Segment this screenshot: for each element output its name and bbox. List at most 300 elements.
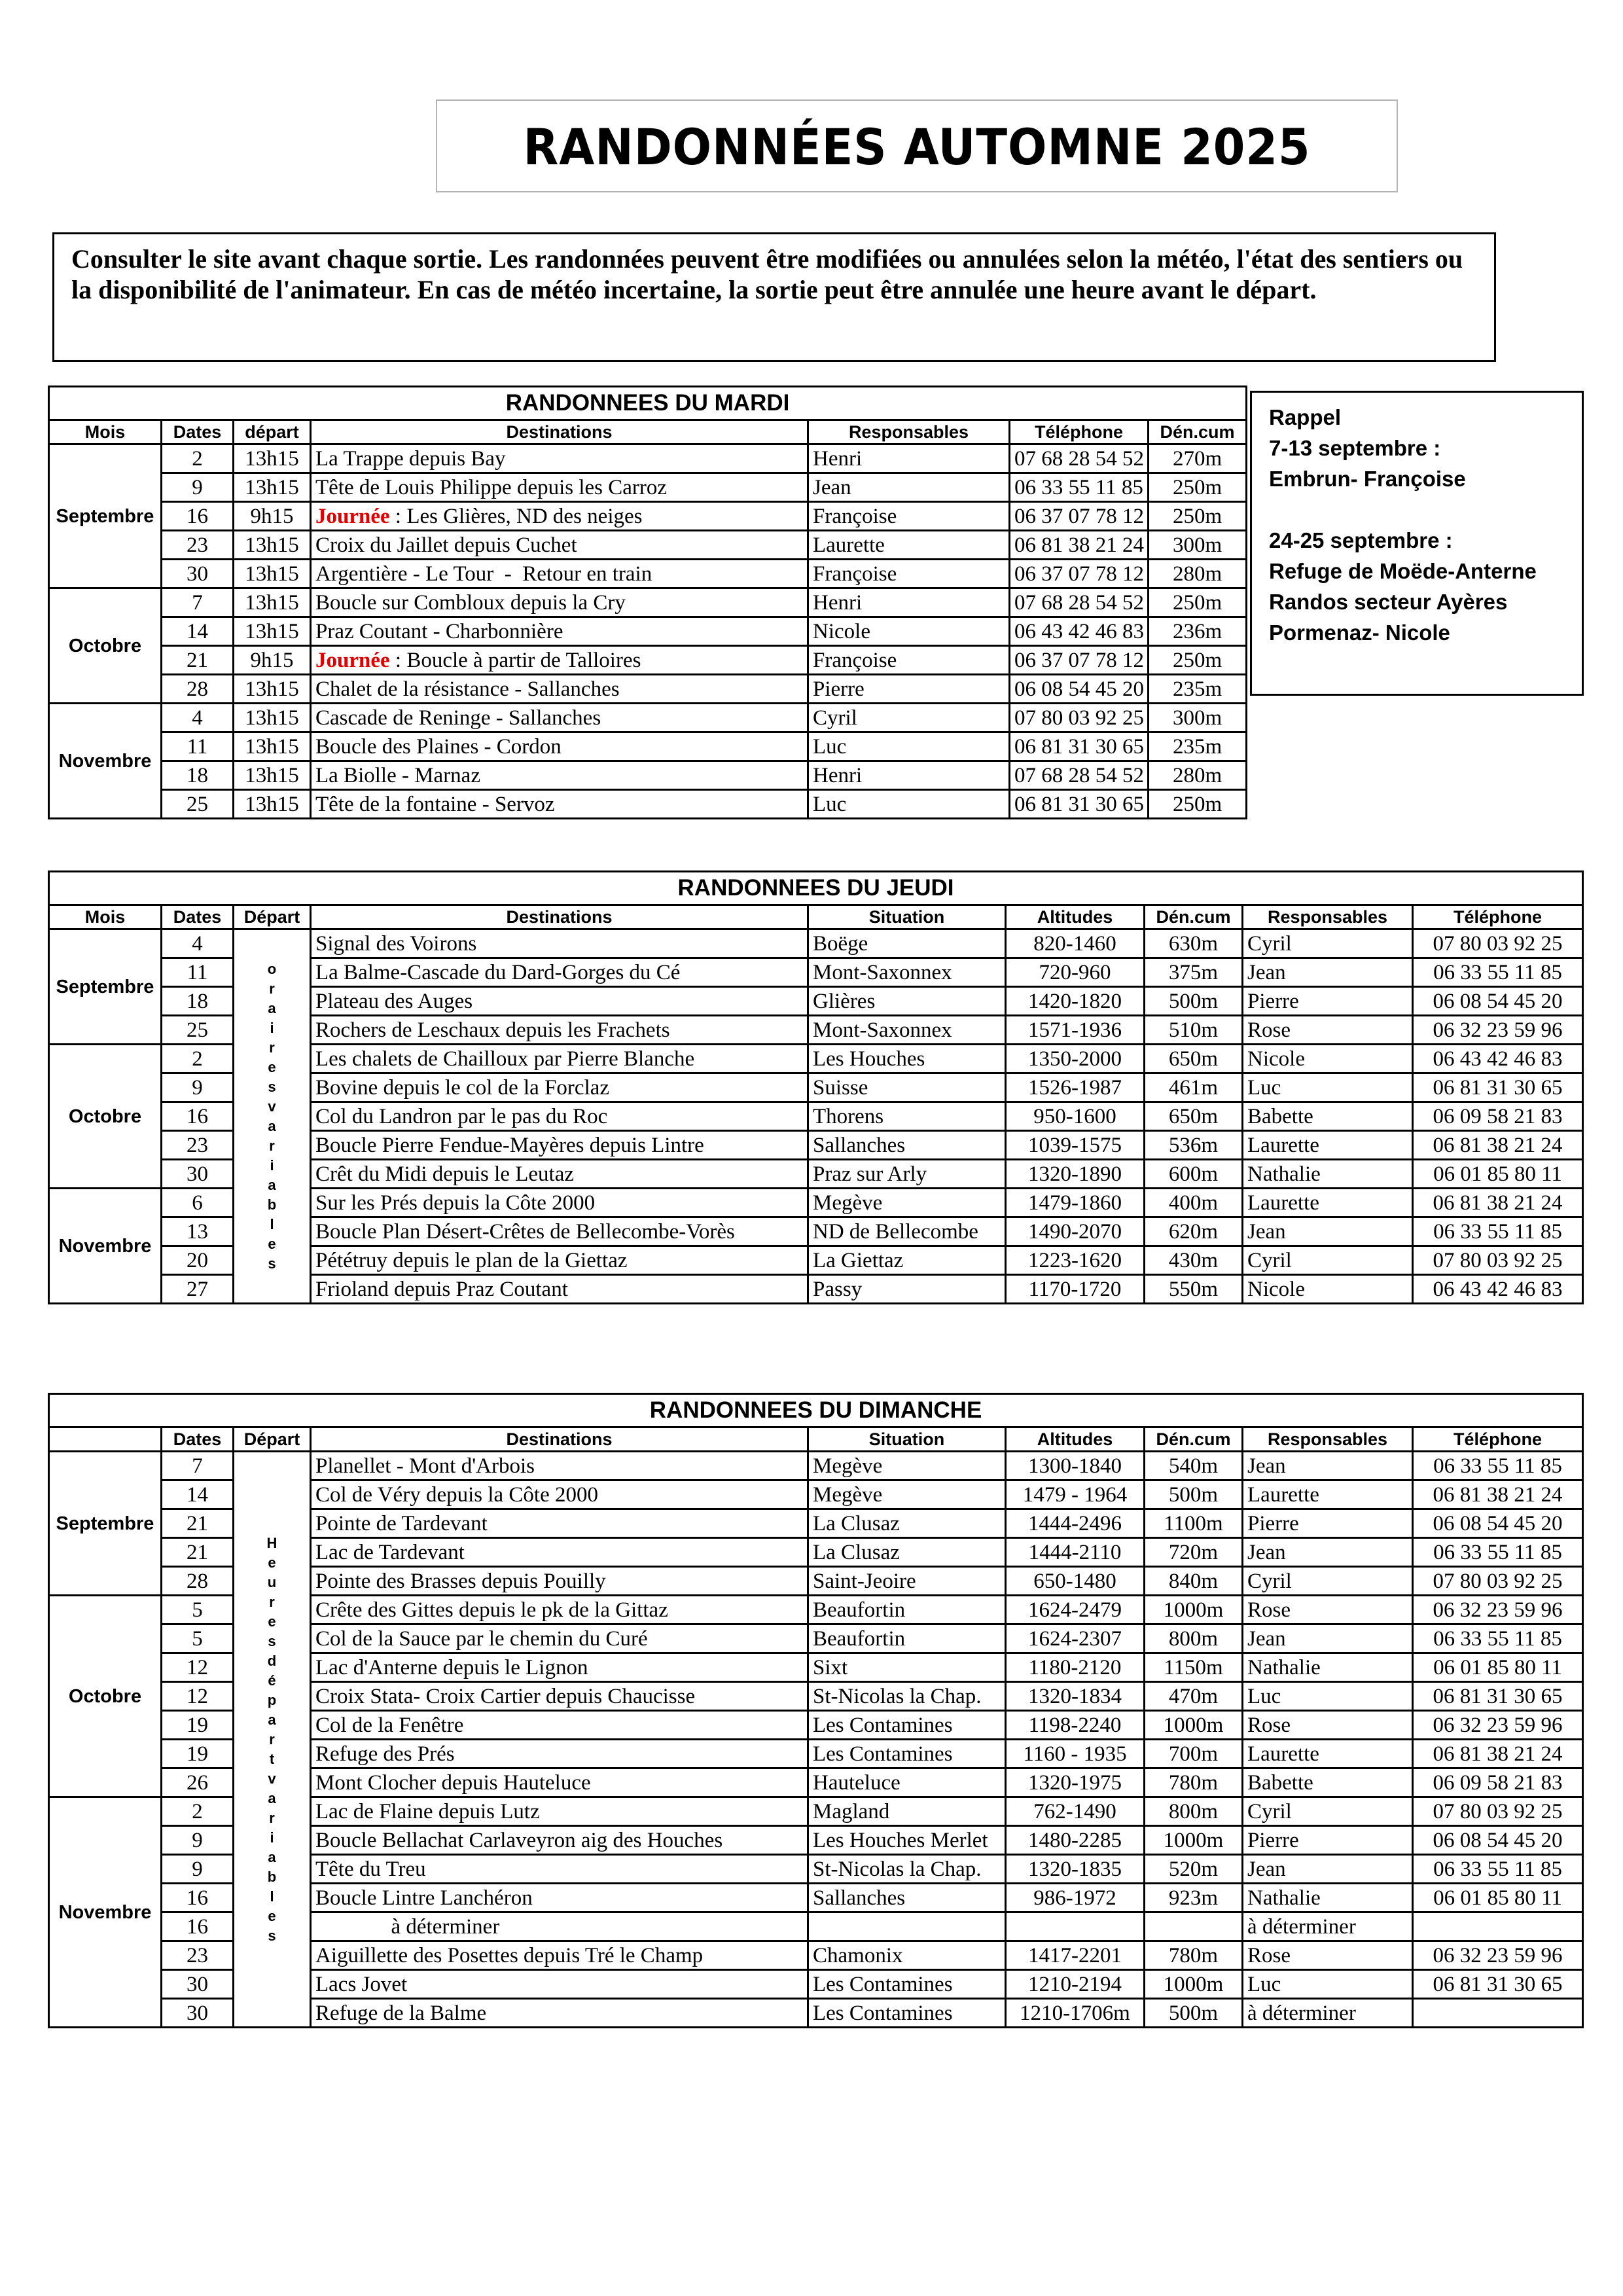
telephone-cell: 06 81 31 30 65	[1413, 1970, 1583, 1999]
vertical-letter: i	[270, 1157, 274, 1174]
telephone-cell: 06 81 38 21 24	[1413, 1131, 1583, 1160]
situation-cell: St-Nicolas la Chap.	[808, 1855, 1006, 1884]
telephone-cell	[1413, 1912, 1583, 1941]
denivele-cell: 510m	[1145, 1016, 1243, 1045]
responsable-cell: Jean	[1243, 1624, 1413, 1653]
responsable-cell: Jean	[1243, 1217, 1413, 1246]
denivele-cell: 1000m	[1145, 1826, 1243, 1855]
telephone-cell: 06 08 54 45 20	[1413, 1509, 1583, 1538]
vertical-letter: v	[268, 1098, 276, 1115]
denivele-cell: 520m	[1145, 1855, 1243, 1884]
vertical-letter: a	[268, 1711, 276, 1728]
denivele-cell: 400m	[1145, 1189, 1243, 1217]
destination-text: Boucle sur Combloux depuis la Cry	[315, 590, 626, 615]
date-cell: 16	[162, 502, 234, 531]
vertical-letter: o	[267, 960, 277, 977]
col-header: Mois	[49, 905, 162, 929]
situation-cell: Sallanches	[808, 1884, 1006, 1912]
altitude-cell: 1210-1706m	[1006, 1999, 1145, 2028]
depart-cell: 13h15	[234, 588, 311, 617]
denivele-cell: 550m	[1145, 1275, 1243, 1304]
date-cell: 14	[162, 617, 234, 646]
denivele-cell: 500m	[1145, 1999, 1243, 2028]
col-header: Altitudes	[1006, 905, 1145, 929]
denivele-cell: 700m	[1145, 1740, 1243, 1768]
vertical-letter: a	[268, 1176, 276, 1193]
telephone-cell: 06 32 23 59 96	[1413, 1711, 1583, 1740]
vertical-letter: a	[268, 1789, 276, 1806]
table-caption: RANDONNEES DU JEUDI	[49, 872, 1583, 905]
date-cell: 9	[162, 1073, 234, 1102]
altitude-cell: 1479 - 1964	[1006, 1480, 1145, 1509]
col-header: Téléphone	[1413, 905, 1583, 929]
journee-label: Journée	[315, 648, 390, 672]
month-cell: Novembre	[49, 704, 162, 819]
vertical-letter: p	[267, 1691, 277, 1708]
depart-cell: 13h15	[234, 675, 311, 704]
altitude-cell: 1170-1720	[1006, 1275, 1145, 1304]
telephone-cell: 06 33 55 11 85	[1413, 1538, 1583, 1567]
vertical-letter: r	[269, 1809, 275, 1826]
dimanche-table	[48, 1393, 1584, 2028]
responsable-cell: Luc	[1243, 1682, 1413, 1711]
responsable-cell: Cyril	[1243, 1246, 1413, 1275]
date-cell: 28	[162, 1567, 234, 1596]
telephone-cell: 06 32 23 59 96	[1413, 1941, 1583, 1970]
telephone-cell: 06 43 42 46 83	[1413, 1275, 1583, 1304]
vertical-letter: r	[269, 1593, 275, 1610]
table-row	[49, 732, 1247, 761]
vertical-letter: b	[267, 1868, 277, 1885]
situation-cell: St-Nicolas la Chap.	[808, 1682, 1006, 1711]
depart-cell: 13h15	[234, 790, 311, 819]
responsable-cell: Rose	[1243, 1016, 1413, 1045]
date-cell: 16	[162, 1884, 234, 1912]
altitude-cell: 1526-1987	[1006, 1073, 1145, 1102]
date-cell: 14	[162, 1480, 234, 1509]
col-header: Dates	[162, 420, 234, 444]
destination-text: : Boucle à partir de Talloires	[389, 648, 641, 672]
denivele-cell: 500m	[1145, 1480, 1243, 1509]
situation-cell: La Clusaz	[808, 1538, 1006, 1567]
date-cell: 21	[162, 1538, 234, 1567]
destination-text: Tête de Louis Philippe depuis les Carroz	[315, 475, 668, 499]
denivele-cell: 923m	[1145, 1884, 1243, 1912]
situation-cell: La Giettaz	[808, 1246, 1006, 1275]
telephone-cell: 06 81 31 30 65	[1413, 1073, 1583, 1102]
col-header: Altitudes	[1006, 1427, 1145, 1452]
telephone-cell: 06 01 85 80 11	[1413, 1653, 1583, 1682]
responsable-cell: Pierre	[1243, 1509, 1413, 1538]
responsable-cell: Cyril	[1243, 929, 1413, 958]
col-header: Destinations	[311, 905, 808, 929]
vertical-letter: s	[268, 1078, 276, 1095]
destination-cell: Refuge de la Balme	[311, 1999, 808, 2028]
rappel-line: Refuge de Moëde-Anterne	[1269, 559, 1537, 583]
situation-cell: Glières	[808, 987, 1006, 1016]
destination-cell: Col de la Fenêtre	[311, 1711, 808, 1740]
responsable-cell: Luc	[808, 790, 1010, 819]
responsable-cell: Jean	[1243, 958, 1413, 987]
date-cell: 12	[162, 1653, 234, 1682]
denivele-cell: 375m	[1145, 958, 1243, 987]
table-header-row	[49, 1427, 1583, 1452]
destination-cell: La Balme-Cascade du Dard-Gorges du Cé	[311, 958, 808, 987]
vertical-letter: H	[266, 1534, 277, 1551]
title-box	[436, 99, 1398, 192]
responsable-cell: Françoise	[808, 646, 1010, 675]
table-row	[49, 444, 1247, 473]
altitude-cell: 820-1460	[1006, 929, 1145, 958]
col-header: Téléphone	[1010, 420, 1149, 444]
vertical-letter: l	[270, 1215, 274, 1232]
date-cell: 9	[162, 1826, 234, 1855]
telephone-cell: 06 01 85 80 11	[1413, 1884, 1583, 1912]
table-row	[49, 588, 1247, 617]
situation-cell: Les Contamines	[808, 1740, 1006, 1768]
destination-cell: Signal des Voirons	[311, 929, 808, 958]
telephone-cell: 06 81 31 30 65	[1010, 790, 1149, 819]
destination-cell: Col du Landron par le pas du Roc	[311, 1102, 808, 1131]
table-row	[49, 704, 1247, 732]
altitude-cell: 1490-2070	[1006, 1217, 1145, 1246]
destination-cell: Boucle Pierre Fendue-Mayères depuis Lintre	[311, 1131, 808, 1160]
date-cell: 5	[162, 1596, 234, 1624]
month-cell: Octobre	[49, 588, 162, 704]
col-header: Dates	[162, 905, 234, 929]
responsable-cell: Jean	[1243, 1855, 1413, 1884]
responsable-cell: Babette	[1243, 1102, 1413, 1131]
destination-text: Tête de la fontaine - Servoz	[315, 792, 555, 816]
telephone-cell: 06 08 54 45 20	[1413, 1826, 1583, 1855]
date-cell: 5	[162, 1624, 234, 1653]
responsable-cell: Pierre	[1243, 1826, 1413, 1855]
col-header: Dén.cum	[1145, 905, 1243, 929]
col-header: Situation	[808, 1427, 1006, 1452]
situation-cell: Megève	[808, 1452, 1006, 1480]
destination-cell: Bovine depuis le col de la Forclaz	[311, 1073, 808, 1102]
denivele-cell: 840m	[1145, 1567, 1243, 1596]
date-cell: 7	[162, 588, 234, 617]
responsable-cell: Jean	[1243, 1538, 1413, 1567]
altitude-cell: 950-1600	[1006, 1102, 1145, 1131]
responsable-cell: Luc	[1243, 1073, 1413, 1102]
date-cell: 19	[162, 1740, 234, 1768]
destination-cell	[311, 675, 808, 704]
responsable-cell: Nathalie	[1243, 1160, 1413, 1189]
vertical-letter: d	[267, 1652, 277, 1669]
situation-cell: Magland	[808, 1797, 1006, 1826]
date-cell: 27	[162, 1275, 234, 1304]
altitude-cell: 720-960	[1006, 958, 1145, 987]
altitude-cell: 1160 - 1935	[1006, 1740, 1145, 1768]
destination-cell: Lac d'Anterne depuis le Lignon	[311, 1653, 808, 1682]
date-cell: 9	[162, 1855, 234, 1884]
denivele-cell: 235m	[1149, 732, 1247, 761]
month-cell: Novembre	[49, 1189, 162, 1304]
denivele-cell: 780m	[1145, 1941, 1243, 1970]
destination-cell	[311, 444, 808, 473]
date-cell: 19	[162, 1711, 234, 1740]
depart-cell: 13h15	[234, 531, 311, 560]
situation-cell: Mont-Saxonnex	[808, 958, 1006, 987]
responsable-cell: Rose	[1243, 1596, 1413, 1624]
depart-cell: 13h15	[234, 444, 311, 473]
telephone-cell: 07 68 28 54 52	[1010, 588, 1149, 617]
destination-cell: Croix Stata- Croix Cartier depuis Chaucisse	[311, 1682, 808, 1711]
col-header: départ	[234, 420, 311, 444]
table-header-row	[49, 905, 1583, 929]
telephone-cell: 06 81 38 21 24	[1413, 1480, 1583, 1509]
situation-cell: Megève	[808, 1480, 1006, 1509]
situation-cell: Megève	[808, 1189, 1006, 1217]
rappel-line: Randos secteur Ayères	[1269, 590, 1508, 614]
responsable-cell: Pierre	[1243, 987, 1413, 1016]
table-row	[49, 531, 1247, 560]
journee-label: Journée	[315, 504, 390, 528]
destination-cell: Lac de Tardevant	[311, 1538, 808, 1567]
vertical-letter: b	[267, 1196, 277, 1213]
telephone-cell: 06 32 23 59 96	[1413, 1016, 1583, 1045]
telephone-cell: 06 81 31 30 65	[1010, 732, 1149, 761]
date-cell: 16	[162, 1912, 234, 1941]
responsable-cell: Nicole	[1243, 1275, 1413, 1304]
denivele-cell: 1000m	[1145, 1596, 1243, 1624]
vertical-letter: u	[267, 1573, 277, 1590]
altitude-cell: 1198-2240	[1006, 1711, 1145, 1740]
table-row	[49, 473, 1247, 502]
telephone-cell: 07 80 03 92 25	[1010, 704, 1149, 732]
destination-text: Chalet de la résistance - Sallanches	[315, 677, 620, 701]
telephone-cell: 06 33 55 11 85	[1413, 1855, 1583, 1884]
altitude-cell: 1420-1820	[1006, 987, 1145, 1016]
altitude-cell: 986-1972	[1006, 1884, 1145, 1912]
telephone-cell: 06 32 23 59 96	[1413, 1596, 1583, 1624]
date-cell: 30	[162, 1970, 234, 1999]
vertical-letter: r	[269, 980, 275, 997]
altitude-cell: 1210-2194	[1006, 1970, 1145, 1999]
destination-text: Croix du Jaillet depuis Cuchet	[315, 533, 577, 557]
month-cell: Octobre	[49, 1596, 162, 1797]
vertical-letter: e	[268, 1058, 276, 1075]
date-cell: 7	[162, 1452, 234, 1480]
denivele-cell: 280m	[1149, 560, 1247, 588]
situation-cell: Chamonix	[808, 1941, 1006, 1970]
destination-cell: Refuge des Prés	[311, 1740, 808, 1768]
denivele-cell: 720m	[1145, 1538, 1243, 1567]
date-cell: 20	[162, 1246, 234, 1275]
destination-cell	[311, 704, 808, 732]
vertical-letter: i	[270, 1829, 274, 1846]
jeudi-table	[48, 870, 1584, 1304]
vertical-letter: é	[268, 1672, 276, 1689]
telephone-cell: 06 01 85 80 11	[1413, 1160, 1583, 1189]
responsable-cell: Henri	[808, 444, 1010, 473]
denivele-cell: 430m	[1145, 1246, 1243, 1275]
telephone-cell: 07 80 03 92 25	[1413, 1567, 1583, 1596]
situation-cell: Hauteluce	[808, 1768, 1006, 1797]
responsable-cell: Babette	[1243, 1768, 1413, 1797]
rappel-line: Embrun- Françoise	[1269, 467, 1466, 491]
date-cell: 23	[162, 531, 234, 560]
destination-cell	[311, 646, 808, 675]
col-header: Responsables	[1243, 1427, 1413, 1452]
telephone-cell: 06 08 54 45 20	[1413, 987, 1583, 1016]
destination-cell	[311, 617, 808, 646]
depart-cell: 13h15	[234, 560, 311, 588]
depart-vertical-text	[234, 1452, 311, 2028]
situation-cell: Les Contamines	[808, 1970, 1006, 1999]
destination-cell: Col de la Sauce par le chemin du Curé	[311, 1624, 808, 1653]
destination-cell: Lacs Jovet	[311, 1970, 808, 1999]
col-header: Destinations	[311, 1427, 808, 1452]
denivele-cell: 250m	[1149, 588, 1247, 617]
telephone-cell: 06 43 42 46 83	[1010, 617, 1149, 646]
denivele-cell: 536m	[1145, 1131, 1243, 1160]
destination-cell: à déterminer	[311, 1912, 808, 1941]
altitude-cell: 1320-1975	[1006, 1768, 1145, 1797]
month-cell: Septembre	[49, 929, 162, 1045]
telephone-cell: 06 37 07 78 12	[1010, 560, 1149, 588]
telephone-cell: 06 81 38 21 24	[1010, 531, 1149, 560]
rappel-box	[1250, 391, 1584, 696]
denivele-cell: 780m	[1145, 1768, 1243, 1797]
denivele-cell: 600m	[1145, 1160, 1243, 1189]
table-caption: RANDONNEES DU DIMANCHE	[49, 1394, 1583, 1427]
month-cell: Octobre	[49, 1045, 162, 1189]
altitude-cell: 1039-1575	[1006, 1131, 1145, 1160]
denivele-cell: 1000m	[1145, 1711, 1243, 1740]
destination-cell	[311, 531, 808, 560]
depart-cell: 13h15	[234, 473, 311, 502]
destination-cell: Mont Clocher depuis Hauteluce	[311, 1768, 808, 1797]
vertical-letter: e	[268, 1907, 276, 1924]
date-cell: 16	[162, 1102, 234, 1131]
destination-cell: Planellet - Mont d'Arbois	[311, 1452, 808, 1480]
destination-text: Praz Coutant - Charbonnière	[315, 619, 563, 643]
telephone-cell: 06 81 38 21 24	[1413, 1740, 1583, 1768]
destination-text: La Trappe depuis Bay	[315, 446, 506, 471]
month-cell: Septembre	[49, 1452, 162, 1596]
telephone-cell: 06 37 07 78 12	[1010, 646, 1149, 675]
col-header: Dates	[162, 1427, 234, 1452]
denivele-cell: 250m	[1149, 502, 1247, 531]
col-header: Responsables	[1243, 905, 1413, 929]
table-row	[49, 617, 1247, 646]
situation-cell	[808, 1912, 1006, 1941]
depart-cell: 13h15	[234, 617, 311, 646]
telephone-cell: 06 09 58 21 83	[1413, 1102, 1583, 1131]
destination-cell: Pointe de Tardevant	[311, 1509, 808, 1538]
depart-cell: 9h15	[234, 646, 311, 675]
responsable-cell: Jean	[1243, 1452, 1413, 1480]
destination-cell: Les chalets de Chailloux par Pierre Blanche	[311, 1045, 808, 1073]
destination-cell: Plateau des Auges	[311, 987, 808, 1016]
situation-cell: ND de Bellecombe	[808, 1217, 1006, 1246]
telephone-cell: 06 33 55 11 85	[1413, 1452, 1583, 1480]
responsable-cell: Cyril	[808, 704, 1010, 732]
altitude-cell: 1444-2110	[1006, 1538, 1145, 1567]
altitude-cell: 1320-1890	[1006, 1160, 1145, 1189]
table-row	[49, 502, 1247, 531]
telephone-cell: 06 33 55 11 85	[1413, 1624, 1583, 1653]
altitude-cell: 1479-1860	[1006, 1189, 1145, 1217]
denivele-cell: 1000m	[1145, 1970, 1243, 1999]
date-cell: 28	[162, 675, 234, 704]
telephone-cell: 07 68 28 54 52	[1010, 761, 1149, 790]
date-cell: 23	[162, 1941, 234, 1970]
rappel-line: Pormenaz- Nicole	[1269, 620, 1450, 645]
page-title: RANDONNÉES AUTOMNE 2025	[523, 118, 1311, 176]
vertical-letter: e	[268, 1554, 276, 1571]
vertical-letter: i	[270, 1019, 274, 1036]
responsable-cell: Rose	[1243, 1941, 1413, 1970]
denivele-cell: 250m	[1149, 790, 1247, 819]
destination-cell: Aiguillette des Posettes depuis Tré le Champ	[311, 1941, 808, 1970]
situation-cell: Les Contamines	[808, 1999, 1006, 2028]
altitude-cell: 1444-2496	[1006, 1509, 1145, 1538]
denivele-cell: 461m	[1145, 1073, 1243, 1102]
date-cell: 2	[162, 444, 234, 473]
situation-cell: Beaufortin	[808, 1624, 1006, 1653]
date-cell: 13	[162, 1217, 234, 1246]
responsable-cell: Laurette	[808, 531, 1010, 560]
date-cell: 21	[162, 1509, 234, 1538]
date-cell: 2	[162, 1797, 234, 1826]
altitude-cell: 1320-1834	[1006, 1682, 1145, 1711]
date-cell: 12	[162, 1682, 234, 1711]
date-cell: 2	[162, 1045, 234, 1073]
date-cell: 4	[162, 929, 234, 958]
responsable-cell: Luc	[1243, 1970, 1413, 1999]
month-cell: Septembre	[49, 444, 162, 588]
altitude-cell	[1006, 1912, 1145, 1941]
date-cell: 9	[162, 473, 234, 502]
responsable-cell: Henri	[808, 588, 1010, 617]
destination-text: Argentière - Le Tour - Retour en train	[315, 562, 652, 586]
situation-cell: Mont-Saxonnex	[808, 1016, 1006, 1045]
date-cell: 26	[162, 1768, 234, 1797]
responsable-cell: à déterminer	[1243, 1999, 1413, 2028]
destination-cell: Lac de Flaine depuis Lutz	[311, 1797, 808, 1826]
telephone-cell: 06 43 42 46 83	[1413, 1045, 1583, 1073]
destination-cell: Pététruy depuis le plan de la Giettaz	[311, 1246, 808, 1275]
situation-cell: La Clusaz	[808, 1509, 1006, 1538]
destination-cell	[311, 790, 808, 819]
denivele-cell: 280m	[1149, 761, 1247, 790]
responsable-cell: Laurette	[1243, 1189, 1413, 1217]
telephone-cell: 07 80 03 92 25	[1413, 1246, 1583, 1275]
table-row	[49, 646, 1247, 675]
altitude-cell: 1350-2000	[1006, 1045, 1145, 1073]
telephone-cell: 07 80 03 92 25	[1413, 1797, 1583, 1826]
date-cell: 18	[162, 761, 234, 790]
denivele-cell: 1100m	[1145, 1509, 1243, 1538]
responsable-cell: Pierre	[808, 675, 1010, 704]
date-cell: 23	[162, 1131, 234, 1160]
altitude-cell: 762-1490	[1006, 1797, 1145, 1826]
telephone-cell: 06 81 31 30 65	[1413, 1682, 1583, 1711]
denivele-cell: 470m	[1145, 1682, 1243, 1711]
altitude-cell: 1300-1840	[1006, 1452, 1145, 1480]
situation-cell: Suisse	[808, 1073, 1006, 1102]
denivele-cell: 236m	[1149, 617, 1247, 646]
vertical-letter: v	[268, 1770, 276, 1787]
destination-cell	[311, 473, 808, 502]
responsable-cell: Laurette	[1243, 1480, 1413, 1509]
date-cell: 30	[162, 1160, 234, 1189]
telephone-cell: 06 09 58 21 83	[1413, 1768, 1583, 1797]
